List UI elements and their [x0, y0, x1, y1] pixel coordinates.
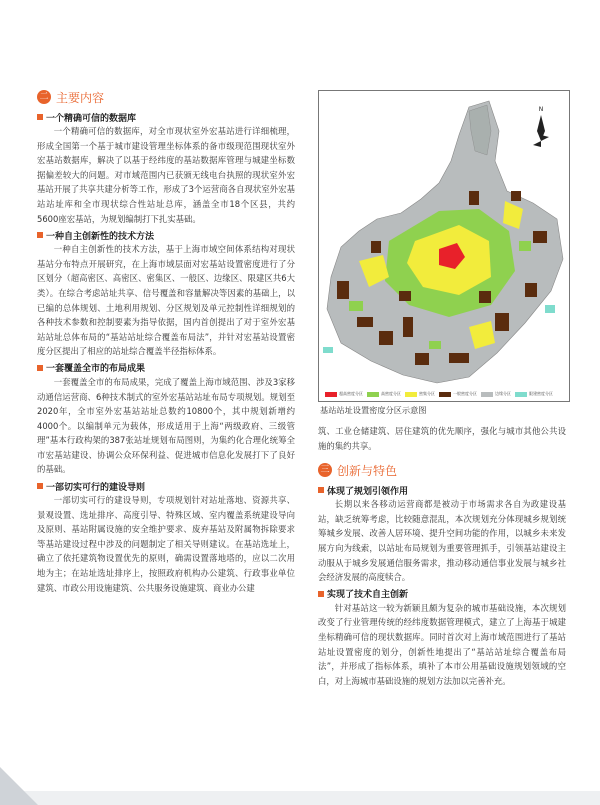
subheading-method: [37, 228, 295, 242]
map-legend: [325, 391, 557, 397]
map-graphic: [319, 91, 569, 401]
subheading-text: 体现了规划引领作用: [327, 486, 409, 497]
paragraph-continuation: 筑、工业仓储建筑、居住建筑的优先顺序，强化与城市其他公共设施的集约共享。: [318, 426, 566, 451]
subheading-tech-innovation: [318, 587, 566, 601]
legend-item: 限建密度分区: [515, 391, 553, 397]
section-header-innovation: [318, 461, 566, 479]
map-caption: 基站站址设置密度分区示意图: [320, 405, 427, 415]
legend-item: 一般密度分区: [439, 391, 477, 397]
legend-item: 密集分区: [405, 391, 435, 397]
square-bullet-icon: [318, 591, 324, 597]
legend-item: 高密度分区: [367, 391, 401, 397]
paragraph-tech-innovation: 针对基站这一较为新颖且颇为复杂的城市基础设施，本次规划改变了行业管理传统的经纬度数据管理模式，建立了上海基于城建坐标精确可信的现状数据库。同时首次对上海市域范围进行了基站站址设置密度的划分，创新性地提出了“基站站址综合覆盖布局法”，并形成了指标体系，填补了本市公用基础设施规划领域的空白，对上海城市基础设施的规划方法加以完善补充。: [318, 602, 566, 686]
subheading-text: 一套覆盖全市的布局成果: [46, 364, 146, 375]
left-column: [37, 88, 295, 595]
subheading-text: 一部切实可行的建设导则: [46, 482, 146, 493]
legend-item: 边缘分区: [481, 391, 511, 397]
section-header-main-content: [37, 88, 295, 106]
subheading-layout: [37, 361, 295, 375]
paragraph-guideline: 一部切实可行的建设导则，专项规划针对站址落地、资源共享、景观设置、选址排序、高度引导、特殊区域、室内覆盖系统建设导向及原则、基站附属设施的安全维护要求、废弃基站及附属物拆除要求等基站建设过程中涉及的问题制定了相关导则建议。在基站选址上，确立了依托建筑物设置优先的原则，确需设置落地塔的，应以二次用地为主；在站址选址排序上，按照政府机构办公建筑、行政事业单位建筑、市政公用设施建筑、公共服务设施建筑、商业办公建: [37, 495, 295, 593]
subheading-database: [37, 110, 295, 124]
subheading-guideline: [37, 479, 295, 493]
paragraph-layout: 一套覆盖全市的布局成果，完成了覆盖上海市域范围、涉及3家移动通信运营商、6种技术制式的室外宏基站站址布局专项规划。规划至2020年，全市室外宏基站站址总数约10800个，其中规划新增约4000个。以编制单元为载体，形成适用于上海“两级政府、三级管理”基本行政构架的387张站址规划布局图则，为集约化合理化统筹全市宏基站建设、协调公众环保利益、促进城市信息化发展打下了良好的基础。: [37, 376, 295, 475]
square-bullet-icon: [37, 483, 43, 489]
subheading-text: 实现了技术自主创新: [327, 590, 409, 601]
square-bullet-icon: [318, 487, 324, 493]
section-title: 创新与特色: [337, 463, 398, 478]
right-column: [318, 424, 566, 688]
paragraph-method: 一种自主创新性的技术方法，基于上海市域空间体系结构对现状基站分布特点开展研究，在上海市域层面对宏基站设置密度进行了分区划分（超高密区、高密区、密集区、一般区、边缘区、限建区共6大类）。在综合考虑站址共享、信号覆盖和容量解决等因素的基础上，以已编的总体规划、土地利用规划、分区规划及单元控制性详细规划的各种技术参数和控制要素为指导依据，国内首创提出了对于室外宏基站站址总体布局的“基站站址综合覆盖布局法”，并针对宏基站设置密度分区提出了相应的站址综合覆盖半径指标体系。: [37, 244, 295, 357]
subheading-text: 一种自主创新性的技术方法: [46, 231, 155, 242]
paragraph-database: 一个精确可信的数据库，对全市现状室外宏基站进行详细梳理，形成全国第一个基于城市建设管理坐标体系的备市级现范围现状室外宏基站数据库，解决了以基于经纬度的基站数据库管理与城建坐标数据偏差较大的问题。对市域范围内已获颁无线电台执照的现状室外宏基站开展了共享共建分析等工作，形成了3个运营商各自现状室外宏基站站址库和全市现状综合性站址总库，涵盖全市18个区县，共约5600座宏基站，为规划编制打下扎实基础。: [37, 126, 295, 224]
svg-text:N: N: [538, 106, 544, 113]
section-number-badge: 三: [318, 463, 332, 477]
square-bullet-icon: [37, 365, 43, 371]
square-bullet-icon: [37, 232, 43, 238]
corner-decoration: [0, 767, 38, 805]
legend-item: 超高密度分区: [325, 391, 363, 397]
footer-bar: [0, 791, 600, 805]
square-bullet-icon: [37, 114, 43, 120]
density-zoning-map: [318, 90, 570, 402]
subheading-text: 一个精确可信的数据库: [46, 113, 137, 124]
paragraph-planning-lead: 长期以来各移动运营商都是被动于市场需求各自为政建设基站，缺乏统筹考虑，比较随意混乱，本次规划充分体现城乡规划统筹城乡发展、改善人居环境、提升空间功能的作用，以城乡未来发展方向为线索，以站址布局规划为重要管理抓手，引领基站建设主动服从于城乡发展通信服务需求，推动移动通信事业发展与城乡社会经济发展的高度犊合。: [318, 499, 566, 583]
north-arrow-icon: [533, 106, 549, 147]
section-title: 主要内容: [56, 90, 105, 105]
section-number-badge: 二: [37, 90, 51, 104]
subheading-planning-lead: [318, 483, 566, 497]
